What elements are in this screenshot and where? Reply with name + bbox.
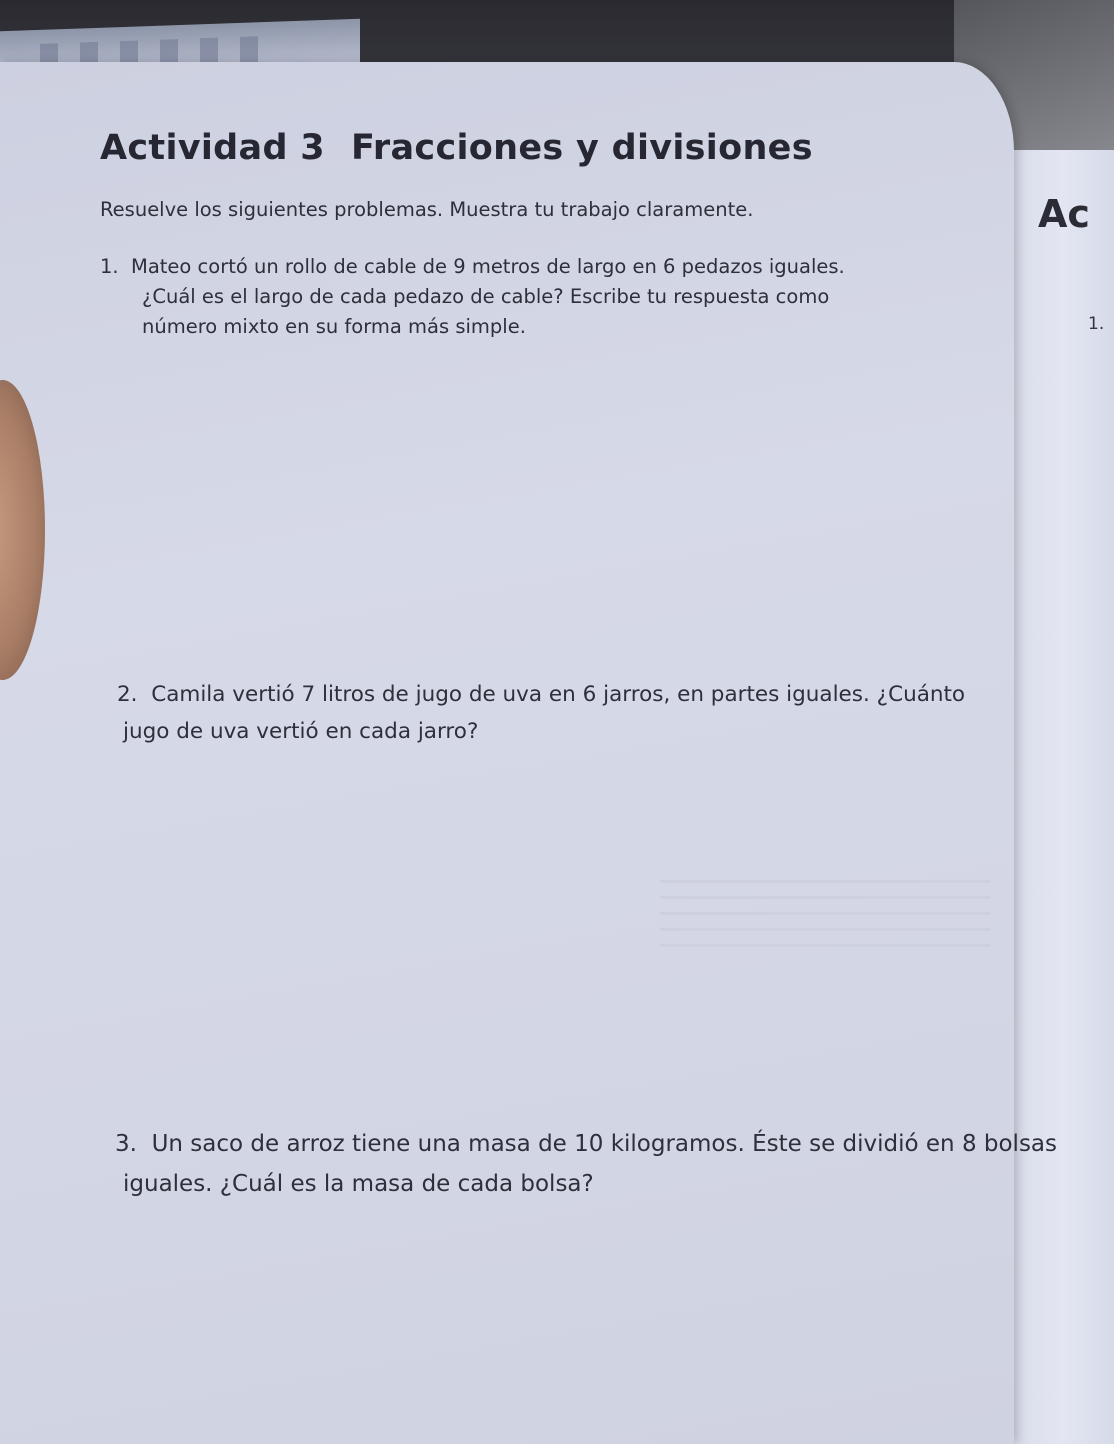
problem-line (117, 676, 965, 713)
problem-text: ¿Cuál es el largo de cada pedazo de cable? Escribe tu respuesta como (142, 285, 830, 308)
adjacent-page-heading: Ac (1038, 192, 1090, 236)
activity-label: Actividad 3 (100, 128, 325, 168)
problem-text: Camila vertió 7 litros de jugo de uva en 6 jarros, en partes iguales. ¿Cuánto (151, 682, 966, 707)
page-title (100, 128, 813, 168)
problem-number: 2. (117, 682, 138, 707)
problem-text: jugo de uva vertió en cada jarro? (123, 719, 479, 744)
instructions: Resuelve los siguientes problemas. Muestra tu trabajo claramente. (100, 198, 754, 221)
problem-text: Un saco de arroz tiene una masa de 10 kilogramos. Éste se dividió en 8 bolsas (151, 1131, 1058, 1157)
adjacent-page (1008, 150, 1114, 1444)
problem-line (100, 252, 845, 282)
problem-text: iguales. ¿Cuál es la masa de cada bolsa? (123, 1171, 594, 1197)
problem-number: 3. (115, 1131, 137, 1157)
problem-text: Mateo cortó un rollo de cable de 9 metros de largo en 6 pedazos iguales. (131, 255, 845, 278)
problem-1 (100, 252, 845, 342)
problem-2 (117, 676, 965, 750)
activity-title: Fracciones y divisiones (350, 128, 813, 168)
adjacent-page-answer-label: 1. (1088, 314, 1105, 334)
problem-text: número mixto en su forma más simple. (142, 315, 526, 338)
problem-3 (115, 1124, 1057, 1204)
problem-number: 1. (100, 255, 119, 278)
problem-line (115, 1124, 1057, 1164)
show-through-text (660, 880, 990, 950)
